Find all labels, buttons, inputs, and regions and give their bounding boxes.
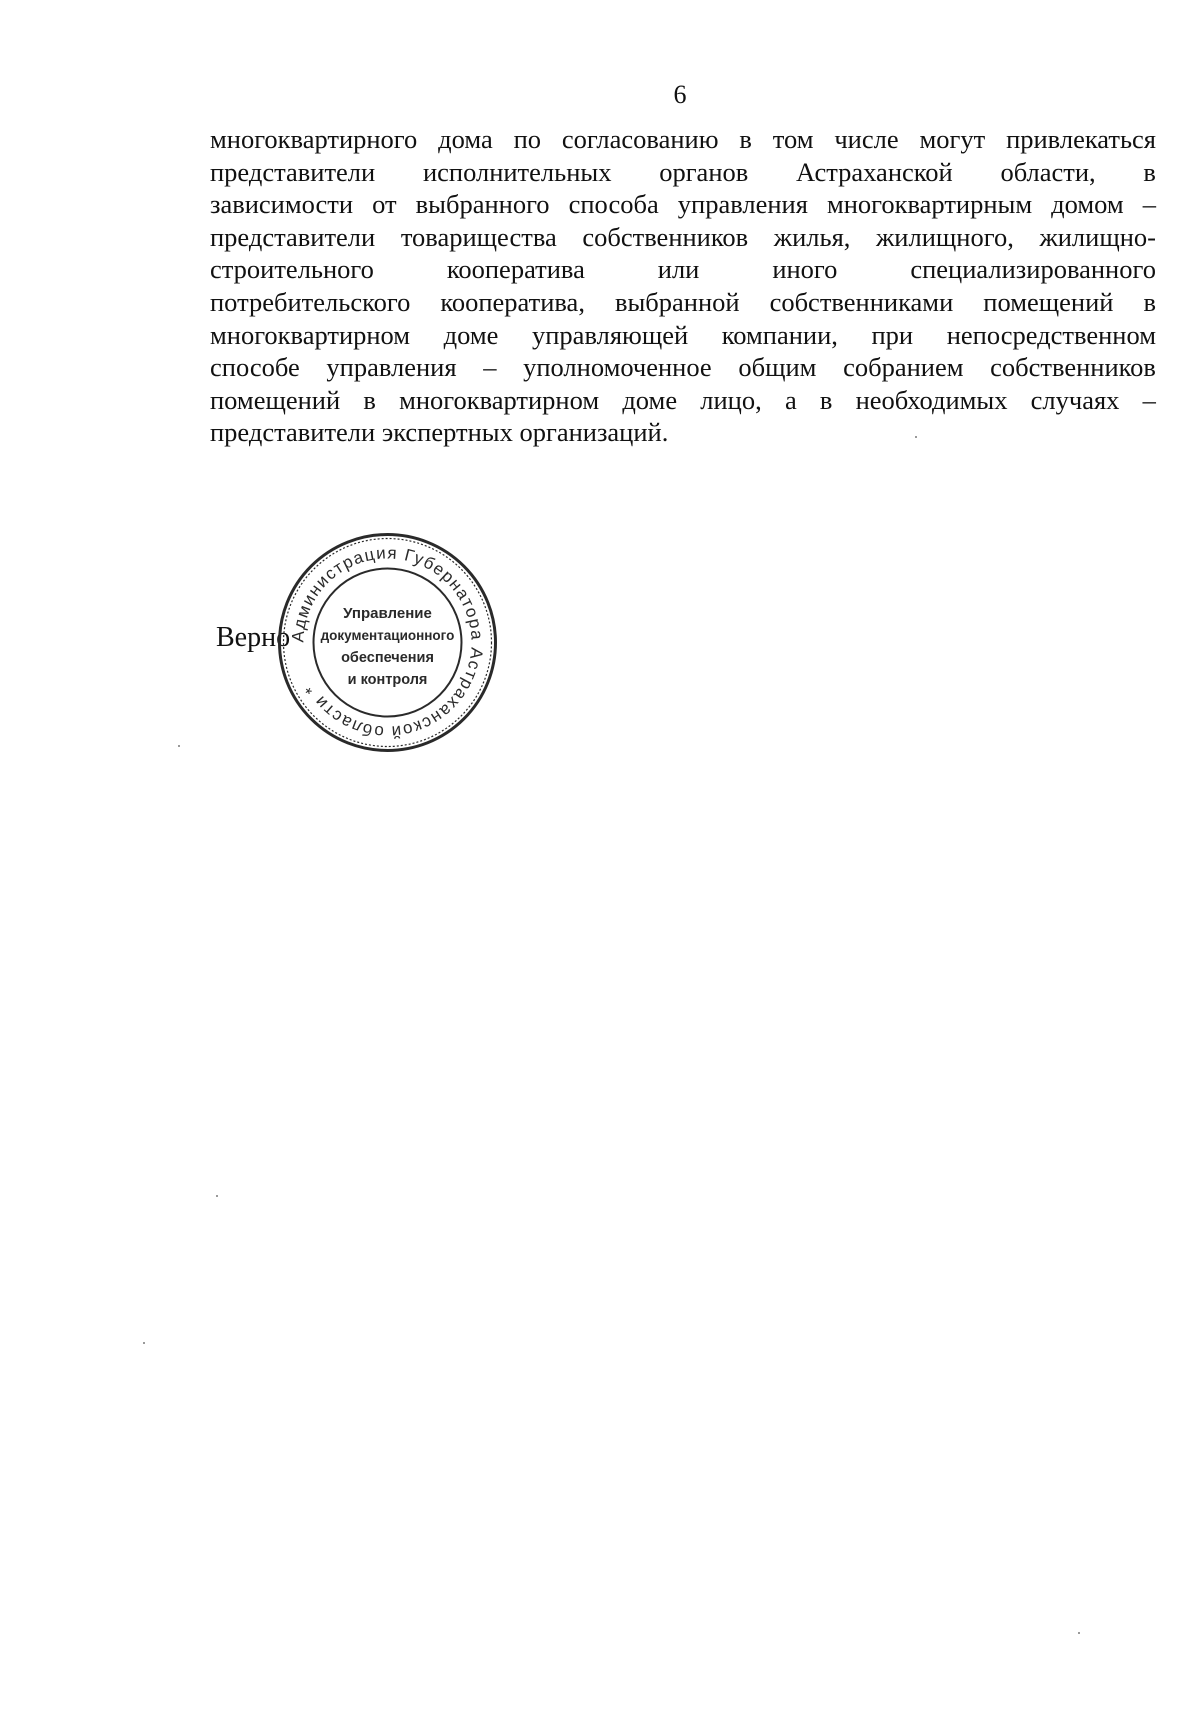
seal-graphic [275, 530, 500, 755]
seal-center-line: Управление [343, 605, 432, 622]
paragraph-line [210, 384, 1156, 417]
certification-label: Верно [216, 622, 291, 653]
word: способе [210, 352, 300, 383]
seal-center-line: обеспечения [341, 650, 434, 666]
seal-center-line: документационного [320, 628, 455, 643]
word: привлекаться [1006, 124, 1156, 154]
paragraph-line [210, 188, 1156, 221]
scan-speck [178, 745, 180, 747]
word: многоквартирным [826, 189, 1033, 220]
word: исполнительных [422, 156, 612, 187]
word: лицо, [700, 384, 762, 415]
word: собственников [990, 352, 1156, 383]
word: а [784, 384, 797, 415]
word: в [819, 384, 833, 415]
word: в [739, 124, 752, 154]
scan-speck [915, 436, 917, 438]
scan-speck [1078, 1632, 1080, 1634]
word: управления [677, 189, 808, 220]
word: области, [1000, 156, 1096, 187]
word: потребительского [210, 286, 411, 317]
paragraph-line [210, 221, 1156, 254]
scan-speck [143, 1342, 145, 1344]
word: согласованию [561, 124, 719, 154]
word: общим [738, 352, 817, 383]
word: многоквартирном [399, 384, 600, 415]
word: – [1142, 384, 1156, 415]
word: доме [443, 319, 499, 350]
word: помещений [983, 286, 1114, 317]
word: числе [834, 124, 899, 154]
paragraph-line [210, 123, 1156, 156]
scan-speck [216, 1195, 218, 1197]
word: в [1143, 286, 1156, 317]
word: – [483, 352, 497, 383]
paragraph [210, 123, 1156, 449]
seal-ring-text: Администрация Губернатора Астраханской области * [288, 543, 487, 742]
word: жилищного, [876, 221, 1014, 252]
word: при [871, 319, 914, 350]
word: или [657, 254, 700, 285]
word: органов [659, 156, 749, 187]
word: – [1142, 189, 1156, 220]
word: строительного [210, 254, 374, 285]
word: необходимых [855, 384, 1008, 415]
word: том [772, 124, 814, 154]
word: кооператива, [440, 286, 585, 317]
word: компании, [721, 319, 838, 350]
paragraph-line [210, 286, 1156, 319]
word: многоквартирного [210, 124, 418, 154]
word: собственниками [769, 286, 954, 317]
word: управления [326, 352, 457, 383]
word: жилья, [773, 221, 851, 252]
paragraph-line: представители экспертных организаций. [210, 417, 669, 448]
seal-center-line: и контроля [347, 672, 428, 688]
word: в [1143, 156, 1156, 187]
word: иного [772, 254, 838, 285]
word: в [363, 384, 376, 415]
paragraph-line [210, 156, 1156, 189]
word: домом [1051, 189, 1124, 220]
word: случаях [1030, 384, 1120, 415]
word: многоквартирном [210, 319, 411, 350]
word: могут [919, 124, 986, 154]
word: помещений [210, 384, 341, 415]
word: выбранного [415, 189, 550, 220]
word: специализированного [910, 254, 1156, 285]
official-seal [275, 530, 500, 755]
page-number: 6 [673, 80, 687, 109]
word: представители [210, 156, 376, 187]
word: способа [568, 189, 659, 220]
seal-center-text [321, 605, 455, 688]
word: собранием [843, 352, 964, 383]
word: управляющей [532, 319, 689, 350]
word: уполномоченное [523, 352, 712, 383]
word: жилищно- [1039, 221, 1156, 252]
paragraph-line [210, 319, 1156, 352]
word: от [372, 189, 397, 220]
paragraph-line [210, 253, 1156, 286]
word: непосредственном [946, 319, 1156, 350]
word: представители [210, 221, 376, 252]
word: зависимости [210, 189, 354, 220]
word: Астраханской [796, 156, 953, 187]
word: по [513, 124, 542, 154]
word: выбранной [614, 286, 740, 317]
word: дома [438, 124, 493, 154]
word: собственников [582, 221, 749, 252]
paragraph-line [210, 351, 1156, 384]
word: доме [622, 384, 678, 415]
word: товарищества [400, 221, 557, 252]
word: кооператива [446, 254, 585, 285]
